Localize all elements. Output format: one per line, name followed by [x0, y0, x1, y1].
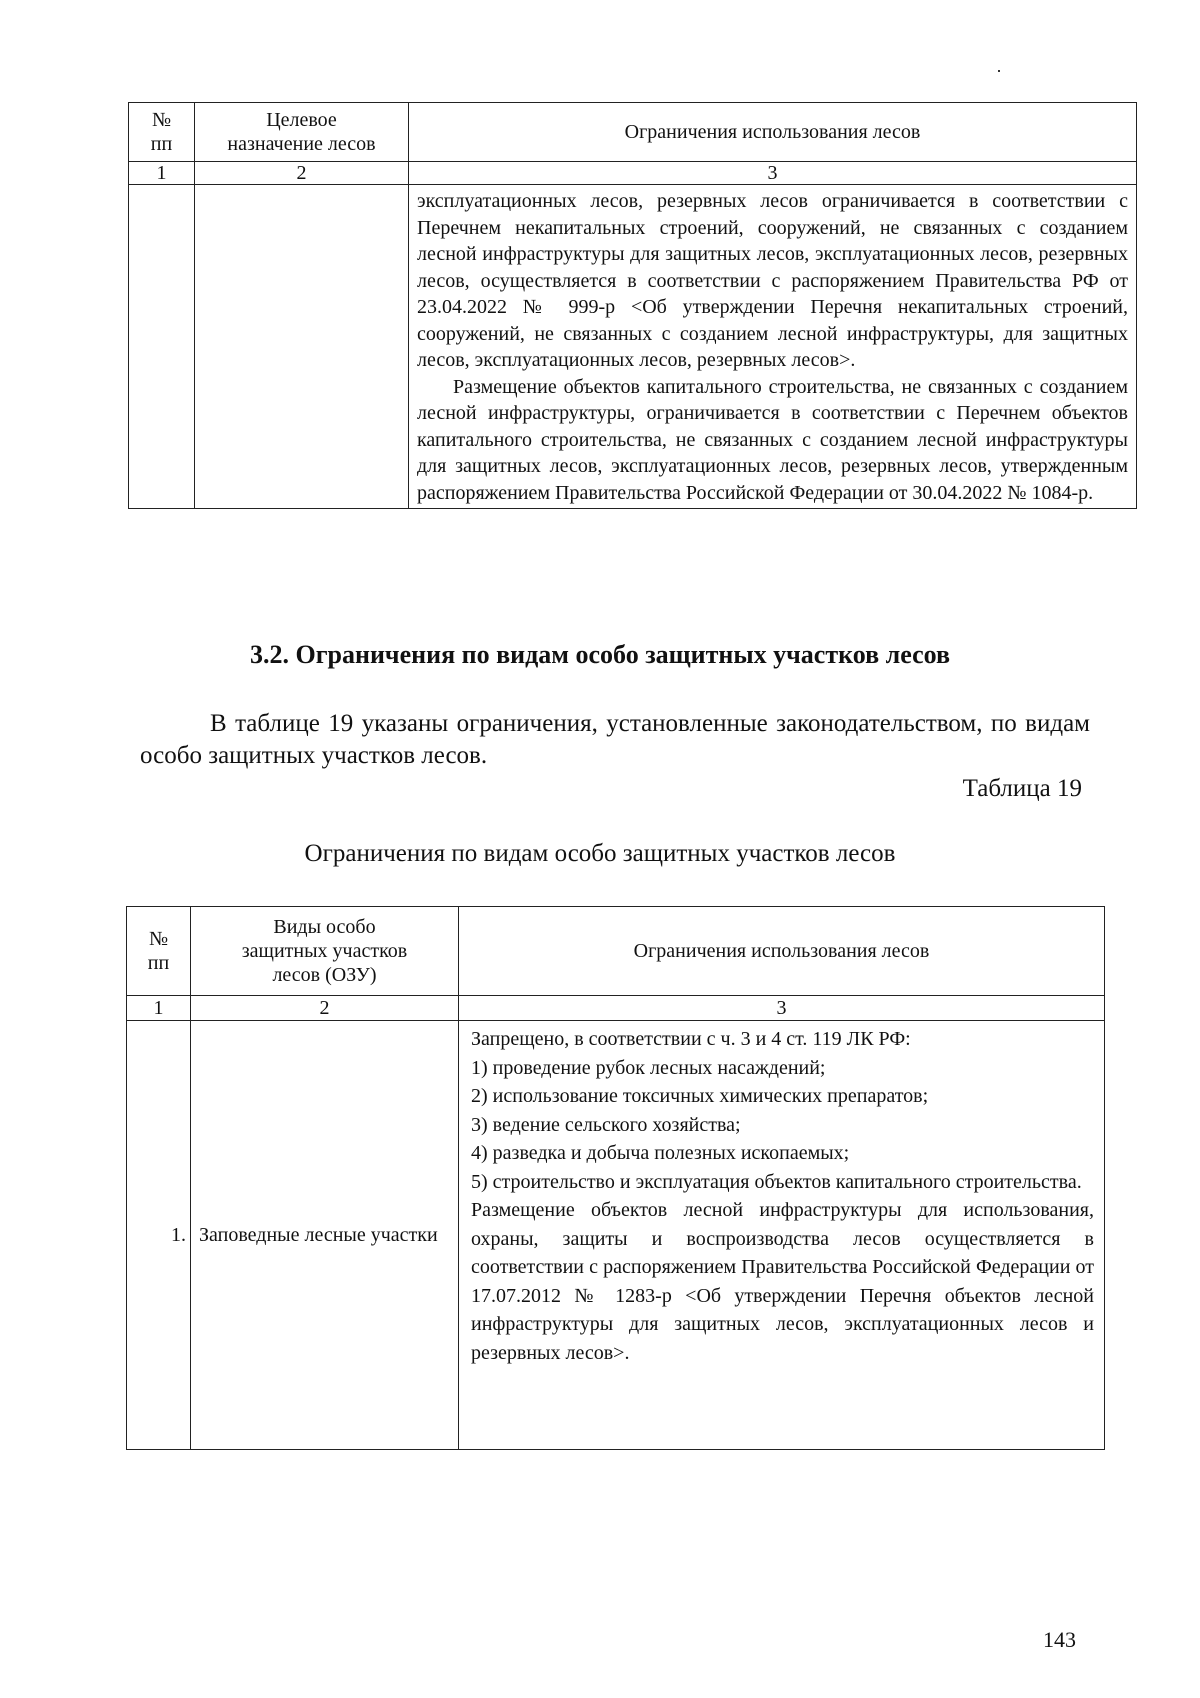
restriction-paragraph-2: Размещение объектов капитального строительства, не связанных с созданием лесной инфраструктуры, ограничивается в соответствии с Перечнем объектов капитального строительства, не связанных с созданием лесной инфраструктуры для защитных лесов, эксплуатационных лесов, резервных лесов, утвержденным распоряжением Правительства Российской Федерации от 30.04.2022 № 1084-р.: [417, 375, 1128, 504]
table-header-row: [127, 907, 1105, 996]
ozu-restrictions-table: [126, 906, 1105, 1450]
header-num: № пп: [129, 103, 195, 162]
restriction-line: 5) строительство и эксплуатация объектов капитального строительства.: [471, 1170, 1082, 1193]
intro-paragraph: В таблице 19 указаны ограничения, установленные законодательством, по видам особо защитных участков лесов.: [140, 710, 1090, 769]
empty-purpose-cell: [195, 185, 409, 509]
empty-num-cell: [129, 185, 195, 509]
header-purpose: Целевое назначение лесов: [195, 103, 409, 162]
col-number-1: 1: [127, 996, 191, 1021]
header-restrictions: Ограничения использования лесов: [459, 907, 1105, 996]
header-num: № пп: [127, 907, 191, 996]
table-row: [127, 1021, 1105, 1450]
scan-speck: [998, 70, 1000, 72]
table-number: Таблица 19: [962, 775, 1082, 802]
restrictions-table-continued: [128, 102, 1137, 509]
header-ozu-type: Виды особо защитных участков лесов (ОЗУ): [191, 907, 459, 996]
restrictions-cell: [409, 185, 1137, 509]
restriction-line: 3) ведение сельского хозяйства;: [471, 1113, 741, 1136]
placement-paragraph: Размещение объектов лесной инфраструктуры для использования, охраны, защиты и воспроизводства лесов осуществляется в соответствии с распоряжением Правительства Российской Федерации от 17.07.2012 № 1283-р <Об утверждении Перечня объектов лесной инфраструктуры для защитных лесов, эксплуатационных лесов и резервных лесов>.: [471, 1199, 1094, 1364]
restriction-paragraph-1: эксплуатационных лесов, резервных лесов ограничивается в соответствии с Перечнем некапитальных строений, сооружений, не связанных с созданием лесной инфраструктуры для защитных лесов, эксплуатационных лесов, резервных лесов, осуществляется в соответствии с распоряжением Правительства РФ от 23.04.2022 № 999-р <Об утверждении Перечня некапитальных строений, сооружений, не связанных с созданием лесной инфраструктуры, для защитных лесов, эксплуатационных лесов, резервных лесов>.: [417, 190, 1128, 371]
restriction-line: Запрещено, в соответствии с ч. 3 и 4 ст. 119 ЛК РФ:: [471, 1028, 911, 1050]
table-row: [129, 185, 1137, 509]
col-number-3: 3: [459, 996, 1105, 1021]
col-number-3: 3: [409, 162, 1137, 185]
table-header-row: [129, 103, 1137, 162]
page-number: 143: [1043, 1627, 1076, 1652]
column-number-row: [129, 162, 1137, 185]
row-number: 1.: [127, 1021, 191, 1450]
section-heading: 3.2. Ограничения по видам особо защитных участков лесов: [249, 640, 951, 669]
col-number-1: 1: [129, 162, 195, 185]
table-caption: Ограничения по видам особо защитных участков лесов: [304, 840, 896, 867]
header-restrictions: Ограничения использования лесов: [409, 103, 1137, 162]
restriction-line: 2) использование токсичных химических препаратов;: [471, 1085, 929, 1107]
restrictions-cell: [459, 1021, 1105, 1450]
col-number-2: 2: [191, 996, 459, 1021]
restriction-line: 1) проведение рубок лесных насаждений;: [471, 1056, 826, 1079]
col-number-2: 2: [195, 162, 409, 185]
restriction-line: 4) разведка и добыча полезных ископаемых;: [471, 1142, 850, 1164]
ozu-type-cell: Заповедные лесные участки: [191, 1021, 459, 1450]
column-number-row: [127, 996, 1105, 1021]
